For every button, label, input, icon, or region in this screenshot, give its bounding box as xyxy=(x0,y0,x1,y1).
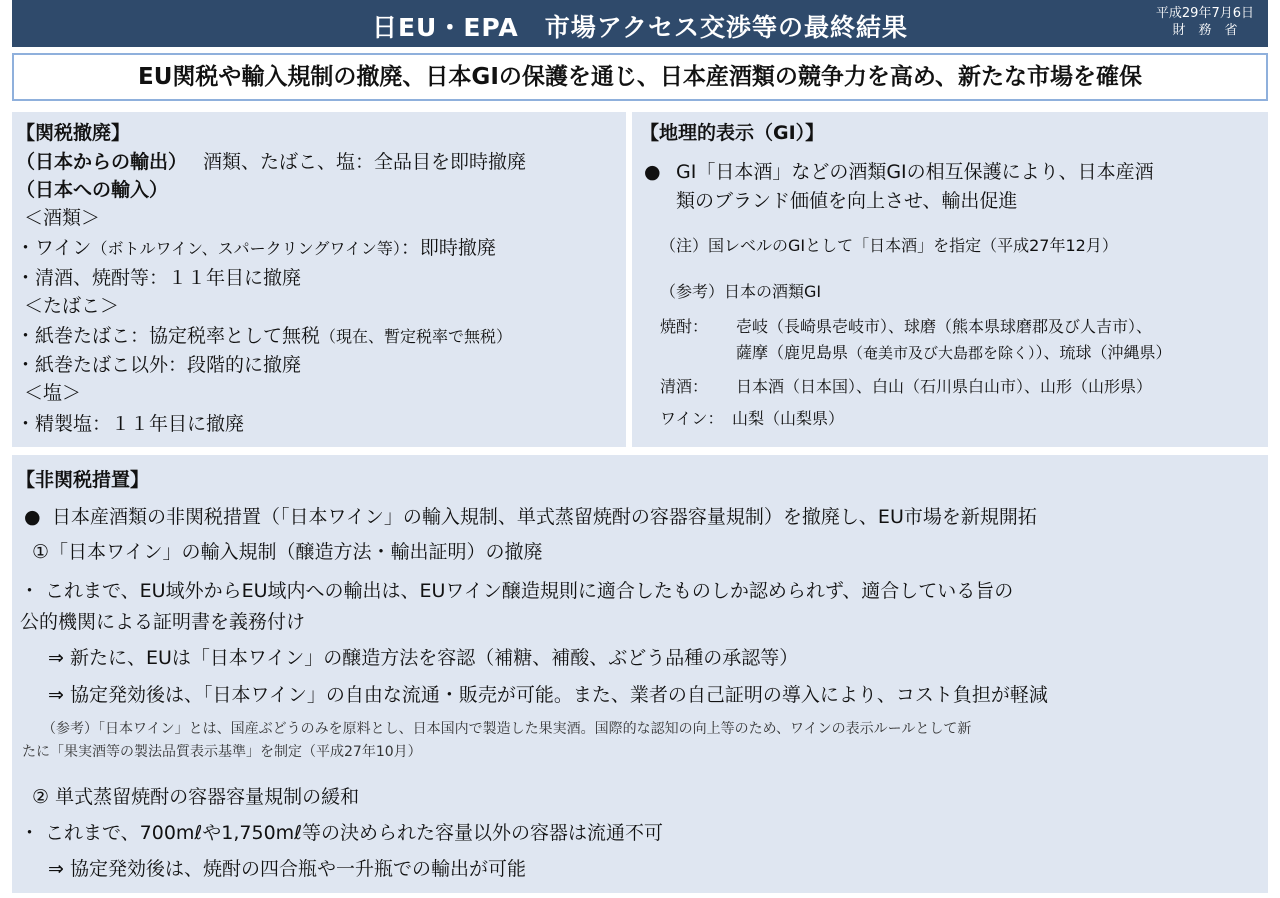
nontariff-main: 日本産酒類の非関税措置（「日本ワイン」の輸入規制、単式蒸留焼酎の容器容量規制）を撤廃し、EU市場を新規開拓 xyxy=(52,506,1037,528)
nontariff-heading: 【非関税措置】 xyxy=(16,469,150,491)
tariff-panel xyxy=(12,112,626,447)
nontariff-bullet: ● xyxy=(24,506,41,528)
shochu-satsuma: 薩摩（鹿児島県 xyxy=(736,343,849,362)
shochu-label: 焼酎： xyxy=(660,317,709,336)
category-tobacco: ＜たばこ＞ xyxy=(24,295,120,317)
shochu-ryukyu: ）、琉球（沖縄県） xyxy=(1035,343,1172,362)
category-salt: ＜塩＞ xyxy=(24,382,82,404)
seishu-label: 清酒： xyxy=(660,377,709,396)
date-text: 平成29年7月6日 xyxy=(1155,6,1254,21)
item1-arrow-2: ⇒ 協定発効後は、「日本ワイン」の自由な流通・販売が可能。また、業者の自己証明の導入により、コスト負担が軽減 xyxy=(48,684,1048,706)
title-bar xyxy=(12,0,1268,47)
wine-result: ：即時撤廃 xyxy=(400,237,496,259)
wine-detail: （ボトルワイン、スパークリングワイン等） xyxy=(91,239,401,258)
sake-line: ・清酒、焼酎等：１１年目に撤廃 xyxy=(16,267,302,289)
gi-note: （注）国レベルのGIとして「日本酒」を指定（平成27年12月） xyxy=(660,236,1118,255)
wine-label: ・ワイン xyxy=(16,237,92,259)
import-label: （日本への輸入） xyxy=(16,179,169,201)
wine-line xyxy=(16,236,496,261)
item1-text-1: ・ これまで、EU域外からEU域内への輸出は、EUワイン醸造規則に適合したものしか認められず、適合している旨の xyxy=(20,580,1014,602)
gi-panel xyxy=(632,112,1268,447)
cigarette-line xyxy=(16,324,512,349)
ministry-text: 財 務 省 xyxy=(1172,23,1238,38)
nontariff-panel xyxy=(12,455,1268,893)
date-block xyxy=(1156,5,1254,39)
subtitle-banner: EU関税や輸入規制の撤廃、日本GIの保護を通じ、日本産酒類の競争力を高め、新たな市場を確保 xyxy=(12,53,1268,101)
export-text: 酒類、たばこ、塩：全品目を即時撤廃 xyxy=(203,151,527,173)
item2-arrow: ⇒ 協定発効後は、焼酎の四合瓶や一升瓶での輸出が可能 xyxy=(48,858,526,880)
cigarette-note: （現在、暫定税率で無税） xyxy=(320,327,513,346)
tariff-heading: 【関税撤廃】 xyxy=(16,122,131,144)
gi-bullet: ● xyxy=(644,161,661,183)
export-label: （日本からの輸出） xyxy=(16,151,188,173)
shochu-line-1: 壱岐（長崎県壱岐市）、球磨（熊本県球磨郡及び人吉市）、 xyxy=(736,317,1153,336)
salt-line: ・精製塩：１１年目に撤廃 xyxy=(16,413,245,435)
item1-title: ①「日本ワイン」の輸入規制（醸造方法・輸出証明）の撤廃 xyxy=(32,541,543,563)
gi-text-1: GI「日本酒」などの酒類GIの相互保護により、日本産酒 xyxy=(676,161,1154,183)
cigarette-text: ・紙巻たばこ：協定税率として無税 xyxy=(16,325,321,347)
shochu-line-2 xyxy=(736,341,1172,365)
gi-reference-label: （参考）日本の酒類GI xyxy=(660,282,822,301)
wine-gi-list: 山梨（山梨県） xyxy=(732,409,845,428)
item2-title: ② 単式蒸留焼酎の容器容量規制の緩和 xyxy=(32,786,360,808)
page-title: 日EU・EPA 市場アクセス交渉等の最終結果 xyxy=(371,13,909,42)
category-alcohol: ＜酒類＞ xyxy=(24,207,101,229)
shochu-exclusion: （奄美市及び大島郡を除く） xyxy=(848,344,1036,362)
other-tobacco-line: ・紙巻たばこ以外：段階的に撤廃 xyxy=(16,354,302,376)
export-line xyxy=(16,150,526,174)
item1-note-2: たに「果実酒等の製法品質表示基準」を制定（平成27年10月） xyxy=(22,744,422,760)
item1-text-2: 公的機関による証明書を義務付け xyxy=(20,611,306,633)
seishu-list: 日本酒（日本国）、白山（石川県白山市）、山形（山形県） xyxy=(736,377,1153,396)
item2-text: ・ これまで、700mℓや1,750mℓ等の決められた容量以外の容器は流通不可 xyxy=(20,822,664,844)
wine-gi-label: ワイン： xyxy=(660,409,724,428)
item1-note-1: （参考）「日本ワイン」とは、国産ぶどうのみを原料とし、日本国内で製造した果実酒。国際的な認知の向上等のため、ワインの表示ルールとして新 xyxy=(42,721,972,737)
gi-text-2: 類のブランド価値を向上させ、輸出促進 xyxy=(676,190,1018,212)
item1-arrow-1: ⇒ 新たに、EUは「日本ワイン」の醸造方法を容認（補糖、補酸、ぶどう品種の承認等） xyxy=(48,647,799,669)
gi-heading: 【地理的表示（GI）】 xyxy=(640,122,825,144)
